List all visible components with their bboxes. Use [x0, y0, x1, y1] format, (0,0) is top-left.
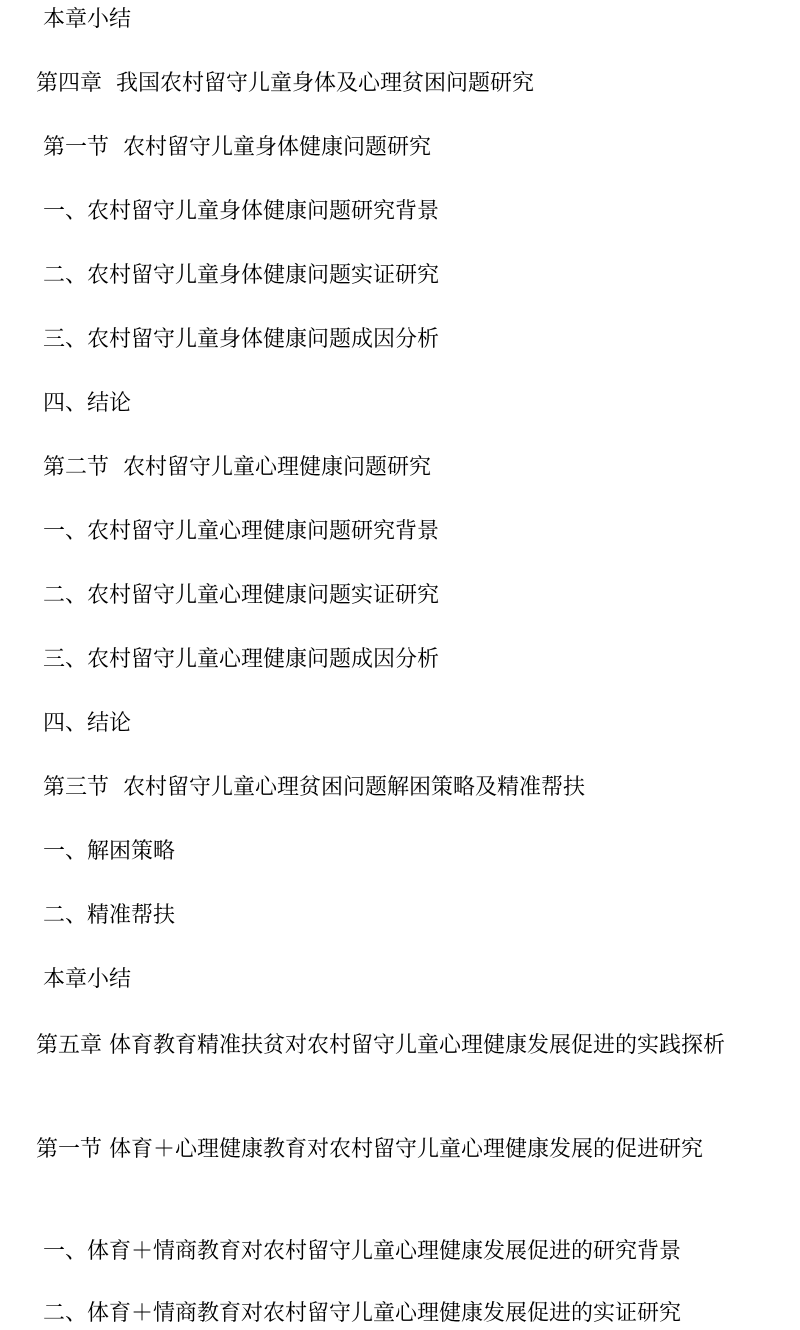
toc-entry-item: 三、农村留守儿童身体健康问题成因分析 — [36, 327, 439, 352]
toc-entry-item: 一、农村留守儿童身体健康问题研究背景 — [36, 199, 439, 224]
toc-entry-item: 二、农村留守儿童心理健康问题实证研究 — [36, 583, 439, 608]
toc-entry-section-1: 第一节 体育＋心理健康教育对农村留守儿童心理健康发展的促进研究 — [36, 1137, 703, 1162]
toc-entry-chapter-summary: 本章小结 — [36, 7, 131, 32]
toc-entry-section-1: 第一节 农村留守儿童身体健康问题研究 — [36, 135, 431, 160]
toc-entry-item: 二、精准帮扶 — [36, 903, 175, 928]
toc-entry-item: 二、农村留守儿童身体健康问题实证研究 — [36, 263, 439, 288]
toc-entry-item: 一、解困策略 — [36, 839, 175, 864]
toc-entry-item: 一、农村留守儿童心理健康问题研究背景 — [36, 519, 439, 544]
toc-entry-section-3: 第三节 农村留守儿童心理贫困问题解困策略及精准帮扶 — [36, 775, 585, 800]
toc-entry-item: 四、结论 — [36, 711, 131, 736]
toc-entry-section-2: 第二节 农村留守儿童心理健康问题研究 — [36, 455, 431, 480]
toc-entry-item: 四、结论 — [36, 391, 131, 416]
toc-entry-chapter-4: 第四章 我国农村留守儿童身体及心理贫困问题研究 — [36, 71, 534, 96]
toc-entry-chapter-5: 第五章 体育教育精准扶贫对农村留守儿童心理健康发展促进的实践探析 — [36, 1033, 725, 1058]
toc-entry-item: 二、体育＋情商教育对农村留守儿童心理健康发展促进的实证研究 — [36, 1301, 681, 1326]
toc-entry-item: 三、农村留守儿童心理健康问题成因分析 — [36, 647, 439, 672]
toc-entry-item: 一、体育＋情商教育对农村留守儿童心理健康发展促进的研究背景 — [36, 1239, 681, 1264]
toc-entry-chapter-summary: 本章小结 — [36, 967, 131, 992]
